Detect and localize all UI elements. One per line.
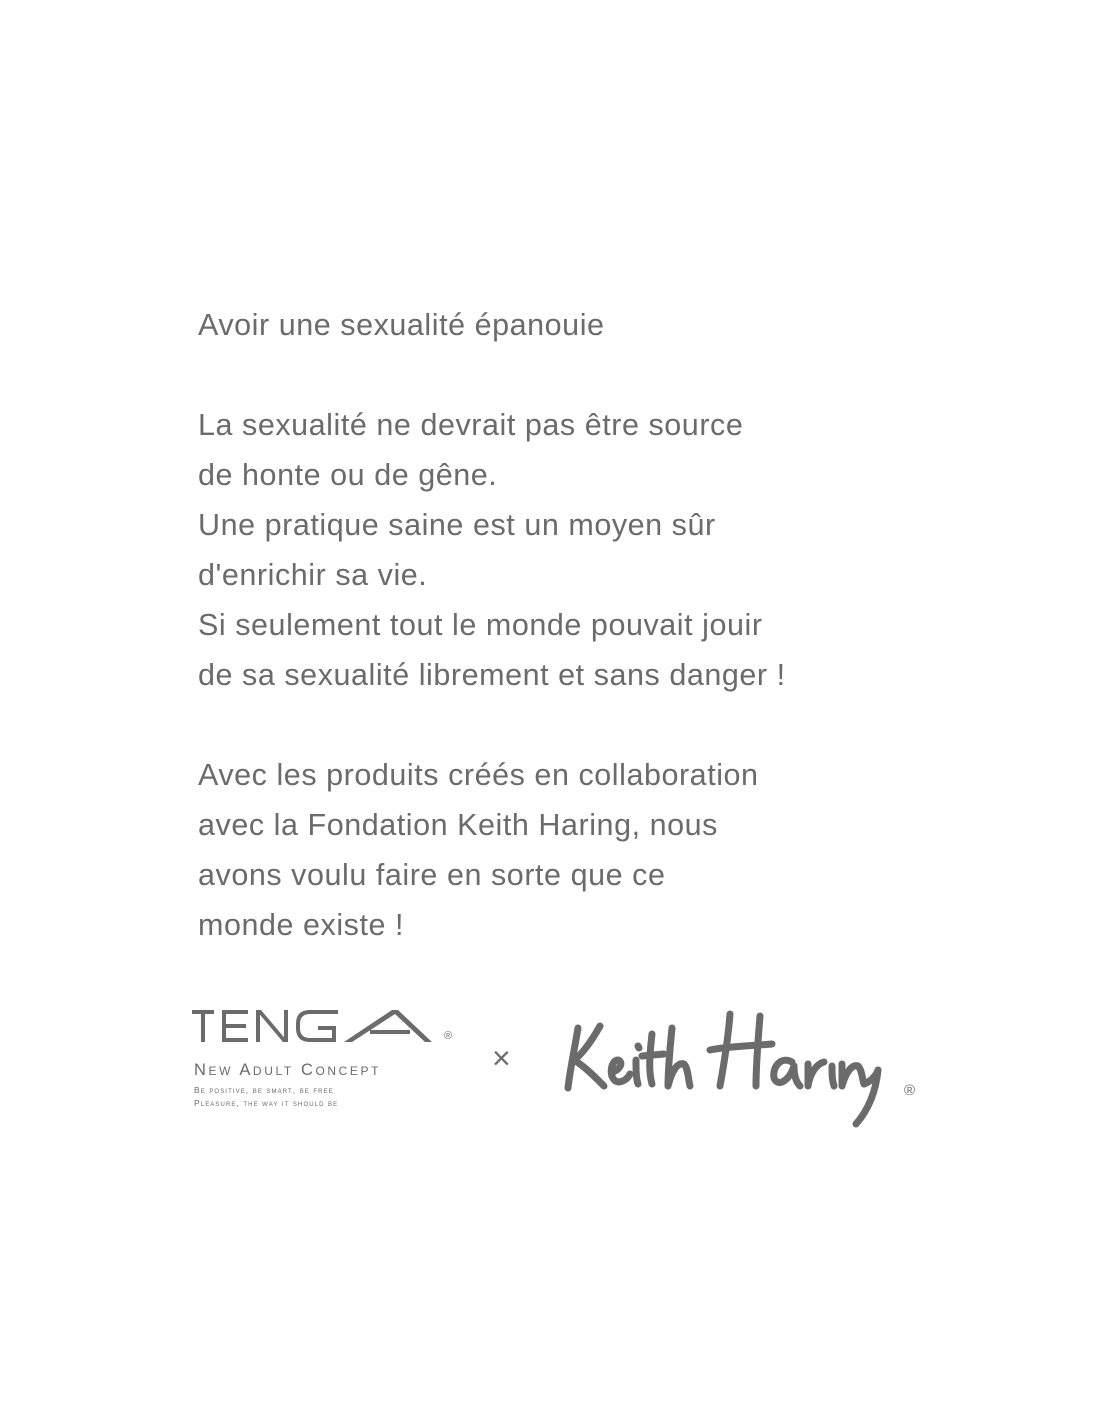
tenga-tagline: Be positive, be smart, be free — [194, 1085, 334, 1095]
paragraph-line: monde existe ! — [198, 908, 405, 942]
paragraph-line: de honte ou de gêne. — [198, 458, 498, 492]
paragraph-line: avons voulu faire en sorte que ce — [198, 858, 666, 892]
tenga-logo — [192, 1000, 462, 1120]
logo-row — [192, 1000, 952, 1140]
paragraph-line: de sa sexualité librement et sans danger ! — [198, 658, 786, 692]
keith-haring-signature — [560, 1000, 900, 1140]
tenga-subtitle: New Adult Concept — [194, 1061, 382, 1079]
times-icon: × — [492, 1040, 511, 1076]
paragraph-line: Si seulement tout le monde pouvait jouir — [198, 608, 763, 642]
registered-mark: ® — [444, 1030, 453, 1042]
tenga-tagline: Pleasure, the way it should be — [194, 1098, 339, 1108]
paragraph-line: avec la Fondation Keith Haring, nous — [198, 808, 718, 842]
tenga-wordmark — [192, 1006, 442, 1048]
paragraph-line: Une pratique saine est un moyen sûr — [198, 508, 716, 542]
registered-mark: ® — [904, 1082, 916, 1099]
paragraph-line: Avec les produits créés en collaboration — [198, 758, 759, 792]
paragraph-line: d'enrichir sa vie. — [198, 558, 428, 592]
text-block — [198, 300, 998, 950]
heading: Avoir une sexualité épanouie — [198, 308, 605, 342]
spacer — [198, 700, 998, 750]
paragraph-line: La sexualité ne devrait pas être source — [198, 408, 744, 442]
spacer — [198, 350, 998, 400]
